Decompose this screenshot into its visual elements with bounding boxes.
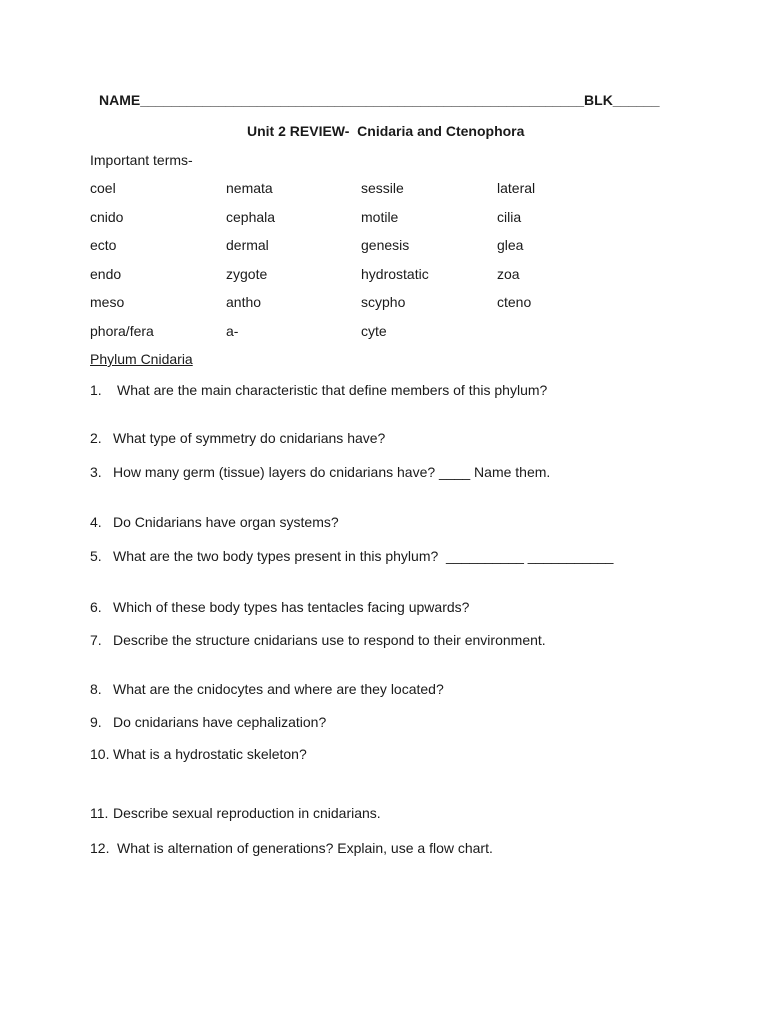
question-number: 3. — [90, 464, 102, 480]
term: dermal — [226, 237, 269, 253]
term: nemata — [226, 180, 273, 196]
term: motile — [361, 209, 399, 225]
question-text: What are the two body types present in this phylum? __________ ___________ — [113, 548, 614, 564]
term: lateral — [497, 180, 536, 196]
term: meso — [90, 294, 125, 310]
term: phora/fera — [90, 323, 154, 339]
question-number: 2. — [90, 430, 102, 446]
page-title: Unit 2 REVIEW- Cnidaria and Ctenophora — [247, 123, 525, 139]
question-number: 12. — [90, 840, 110, 856]
question-number: 6. — [90, 599, 102, 615]
term: endo — [90, 266, 122, 282]
term: cephala — [226, 209, 276, 225]
term: hydrostatic — [361, 266, 429, 282]
term: glea — [497, 237, 524, 253]
term: coel — [90, 180, 116, 196]
question-text: Do cnidarians have cephalization? — [113, 714, 327, 730]
term: cteno — [497, 294, 532, 310]
question-text: Which of these body types has tentacles facing upwards? — [113, 599, 470, 615]
question-text: What is alternation of generations? Explain, use a flow chart. — [117, 840, 493, 856]
question-number: 11. — [90, 805, 109, 821]
question-text: Do Cnidarians have organ systems? — [113, 514, 339, 530]
term: zygote — [226, 266, 268, 282]
section-title: Phylum Cnidaria — [90, 351, 193, 367]
question-text: What are the main characteristic that define members of this phylum? — [117, 382, 548, 398]
terms-heading: Important terms- — [90, 152, 193, 168]
question-number: 9. — [90, 714, 102, 730]
term: antho — [226, 294, 262, 310]
term: zoa — [497, 266, 520, 282]
question-text: What are the cnidocytes and where are they located? — [113, 681, 444, 697]
question-text: What is a hydrostatic skeleton? — [113, 746, 307, 762]
question-number: 5. — [90, 548, 102, 564]
term: a- — [226, 323, 239, 339]
term: ecto — [90, 237, 117, 253]
question-text: Describe the structure cnidarians use to respond to their environment. — [113, 632, 546, 648]
term: scypho — [361, 294, 406, 310]
question-text: What type of symmetry do cnidarians have? — [113, 430, 386, 446]
question-number: 4. — [90, 514, 102, 530]
name-blk-line: NAME_________________________________________________________BLK______ — [99, 92, 660, 108]
question-text: How many germ (tissue) layers do cnidarians have? ____ Name them. — [113, 464, 551, 480]
question-number: 10. — [90, 746, 110, 762]
term: cyte — [361, 323, 387, 339]
term: cnido — [90, 209, 124, 225]
term: cilia — [497, 209, 522, 225]
question-number: 8. — [90, 681, 102, 697]
question-number: 1. — [90, 382, 102, 398]
term: sessile — [361, 180, 404, 196]
question-number: 7. — [90, 632, 102, 648]
term: genesis — [361, 237, 410, 253]
question-text: Describe sexual reproduction in cnidarians. — [113, 805, 381, 821]
